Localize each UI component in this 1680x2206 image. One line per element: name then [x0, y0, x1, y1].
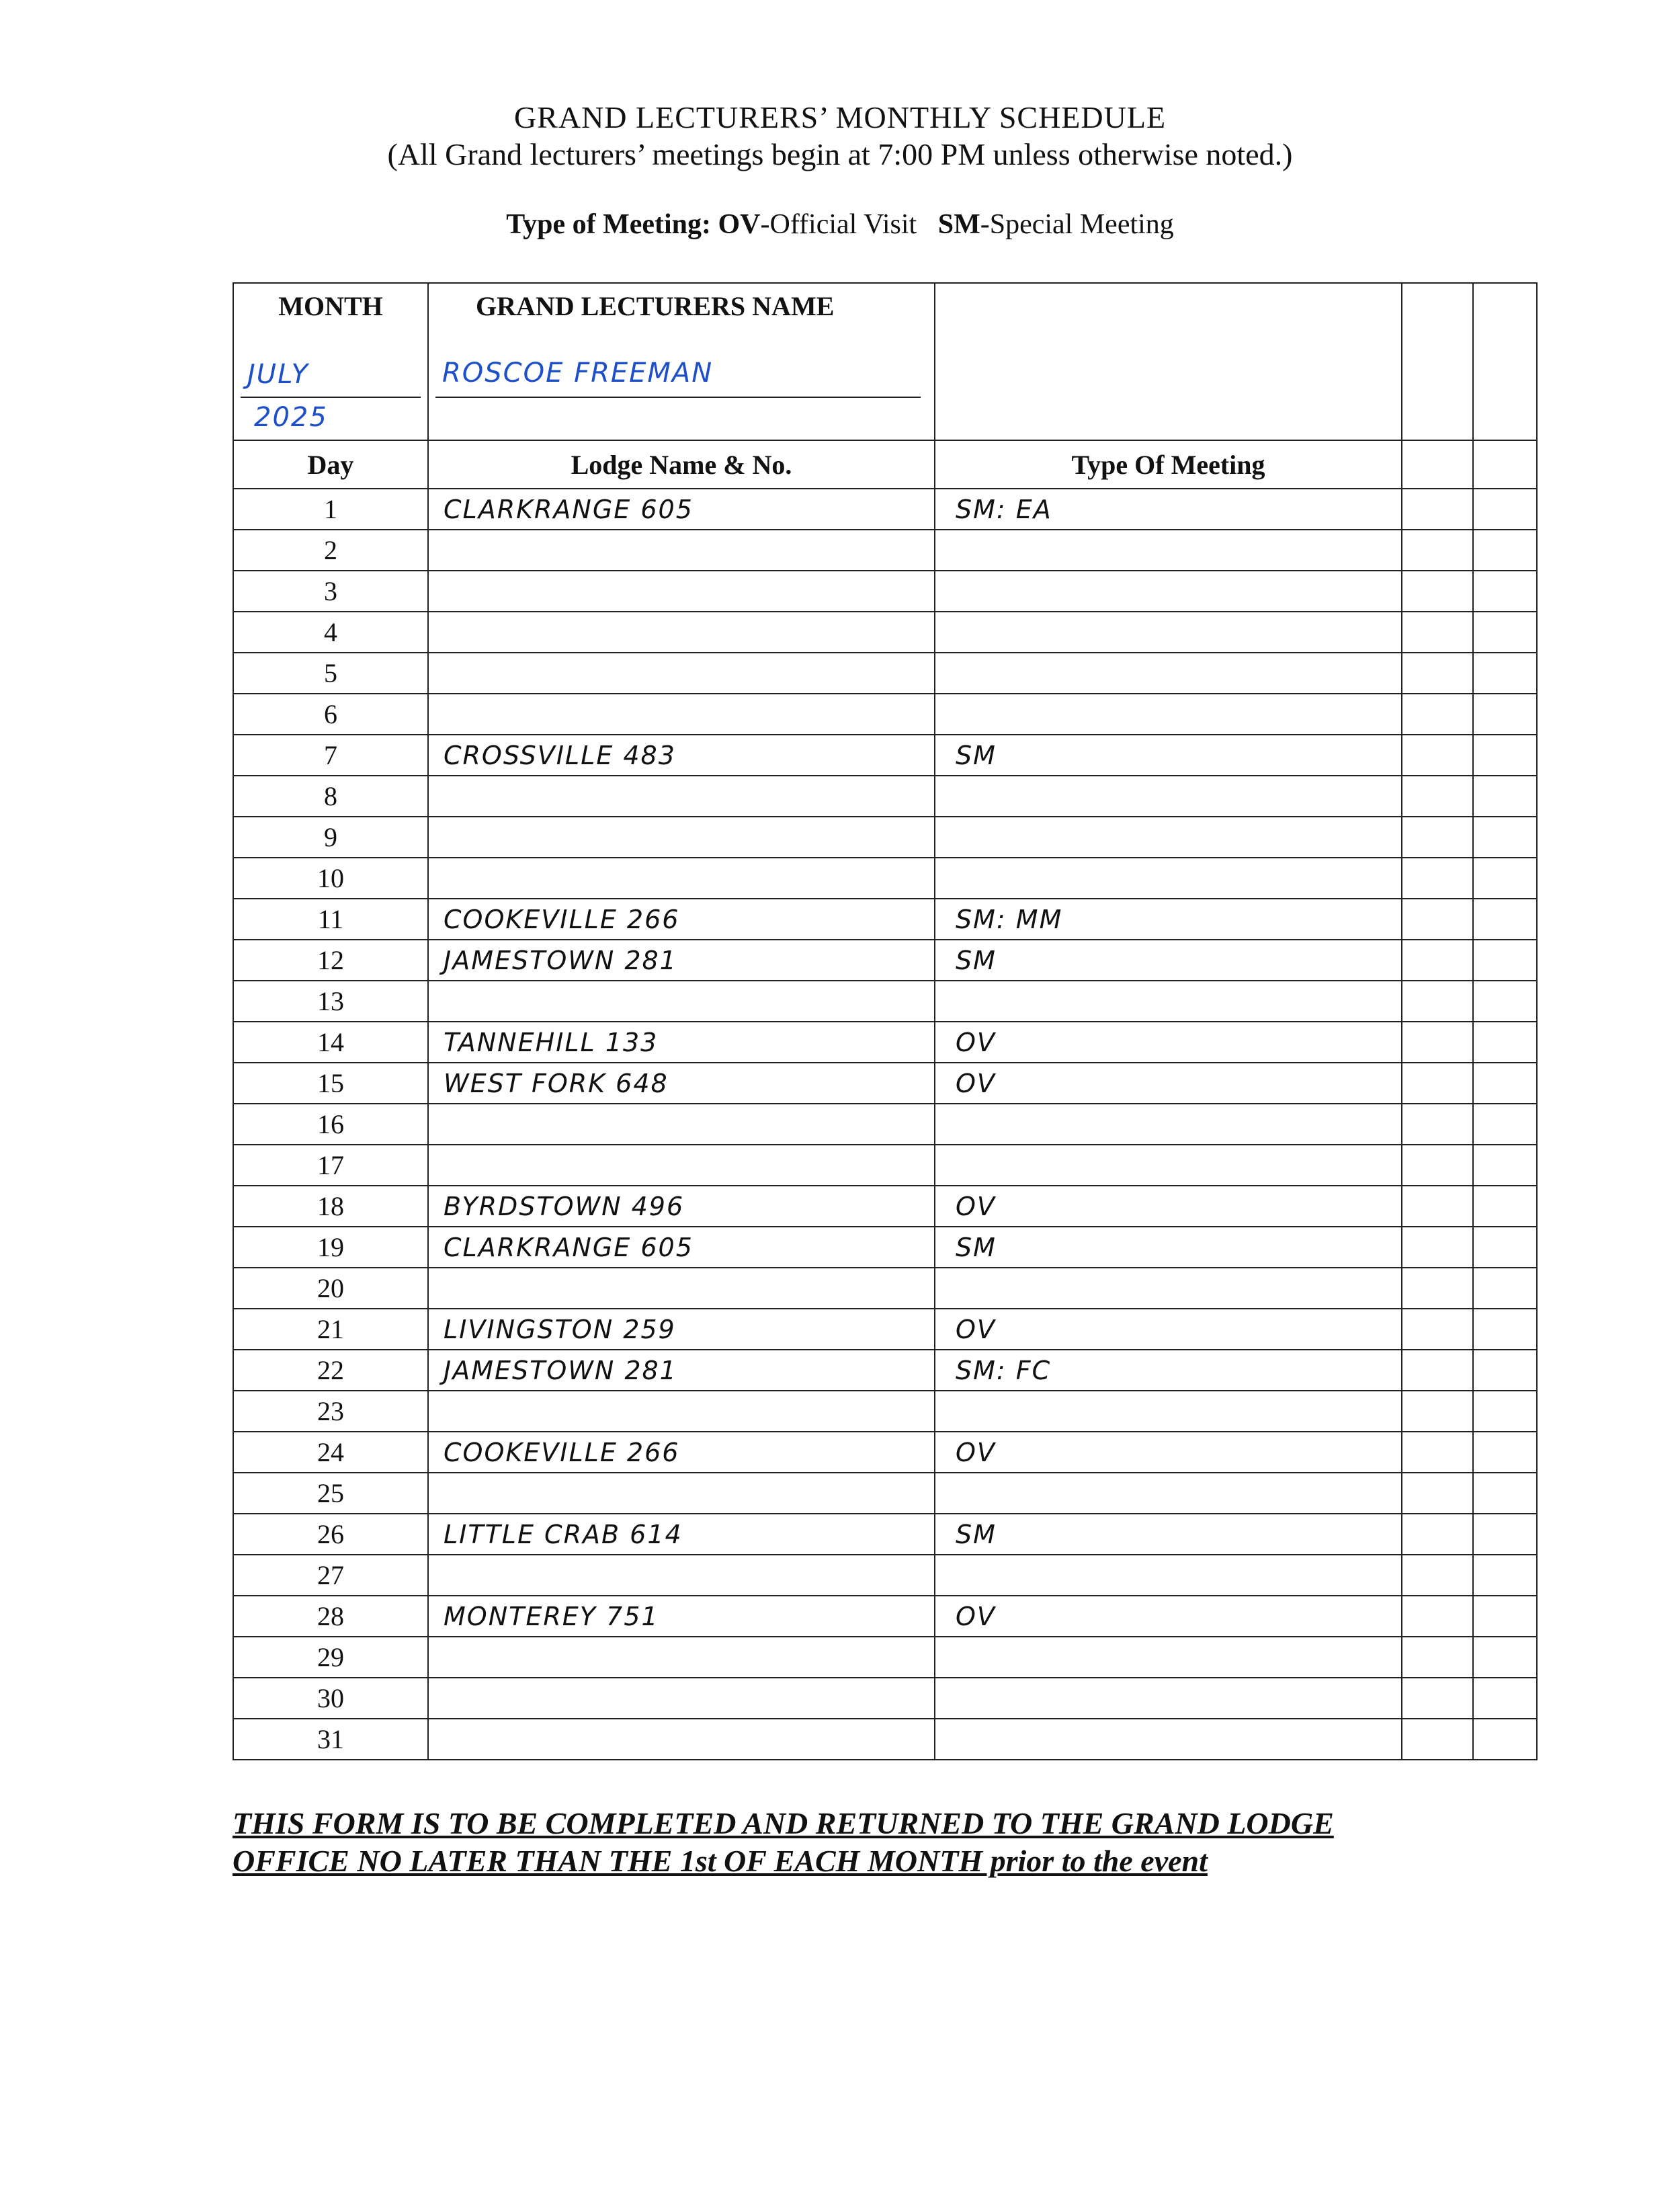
table-row [233, 1227, 1537, 1268]
day-number: 31 [233, 1719, 428, 1760]
extra-column-cell [1473, 1268, 1537, 1309]
table-row [233, 1514, 1537, 1555]
extra-column-cell [1402, 858, 1473, 899]
name-cell [428, 283, 935, 440]
extra-column-cell [1402, 571, 1473, 612]
lodge-entry[interactable]: COOKEVILLE 266 [428, 899, 935, 940]
meeting-type-entry[interactable] [935, 653, 1402, 694]
day-number: 24 [233, 1432, 428, 1473]
meeting-type-entry[interactable] [935, 1391, 1402, 1432]
day-number: 23 [233, 1391, 428, 1432]
extra-column-cell [1473, 612, 1537, 653]
meeting-type-entry[interactable]: SM [935, 940, 1402, 981]
lodge-entry[interactable] [428, 1145, 935, 1186]
table-row [233, 1555, 1537, 1596]
lodge-entry[interactable] [428, 1555, 935, 1596]
meeting-type-entry[interactable]: SM: EA [935, 489, 1402, 530]
meeting-type-entry[interactable] [935, 571, 1402, 612]
lodge-entry[interactable]: CLARKRANGE 605 [428, 1227, 935, 1268]
legend-ov-text: -Official Visit [760, 209, 917, 240]
extra-column-cell [1473, 440, 1537, 489]
lodge-entry[interactable]: JAMESTOWN 281 [428, 940, 935, 981]
extra-column-cell [1402, 940, 1473, 981]
lodge-entry[interactable] [428, 1391, 935, 1432]
form-title: GRAND LECTURERS’ MONTHLY SCHEDULE [513, 100, 1167, 134]
extra-column-cell [1402, 1596, 1473, 1637]
meeting-type-entry[interactable]: SM [935, 735, 1402, 776]
extra-column-cell [1402, 817, 1473, 858]
extra-column-cell [1402, 440, 1473, 489]
extra-column-cell [1473, 1309, 1537, 1350]
meeting-type-entry[interactable] [935, 1637, 1402, 1678]
day-number: 28 [233, 1596, 428, 1637]
name-label: GRAND LECTURERS NAME [476, 291, 835, 321]
schedule-table [233, 282, 1538, 1760]
meeting-type-entry[interactable] [935, 1678, 1402, 1719]
column-header-row [233, 440, 1537, 489]
lodge-entry[interactable] [428, 612, 935, 653]
lodge-entry[interactable]: JAMESTOWN 281 [428, 1350, 935, 1391]
lodge-entry[interactable]: LIVINGSTON 259 [428, 1309, 935, 1350]
type-column-header: Type Of Meeting [935, 440, 1402, 489]
day-number: 2 [233, 530, 428, 571]
extra-column-cell [1402, 1309, 1473, 1350]
meeting-type-legend [0, 208, 1680, 241]
day-rows [233, 489, 1537, 1760]
meeting-type-entry[interactable]: SM [935, 1514, 1402, 1555]
table-row [233, 489, 1537, 530]
table-row [233, 899, 1537, 940]
extra-column-cell [1402, 1063, 1473, 1104]
table-row [233, 981, 1537, 1022]
extra-column-cell [1473, 653, 1537, 694]
lodge-entry[interactable]: TANNEHILL 133 [428, 1022, 935, 1063]
day-number: 12 [233, 940, 428, 981]
lodge-entry[interactable] [428, 858, 935, 899]
footer-instruction-line-2: OFFICE NO LATER THAN THE 1st OF EACH MONTH prior to the event [233, 1844, 1208, 1878]
meeting-type-entry[interactable]: OV [935, 1596, 1402, 1637]
legend-sm-code: SM [937, 209, 980, 240]
extra-column-cell [1473, 1637, 1537, 1678]
extra-column-cell [1473, 1022, 1537, 1063]
table-row [233, 1309, 1537, 1350]
extra-column-cell [1402, 1432, 1473, 1473]
lodge-entry[interactable] [428, 530, 935, 571]
day-number: 4 [233, 612, 428, 653]
day-number: 26 [233, 1514, 428, 1555]
lodge-entry[interactable] [428, 1637, 935, 1678]
month-label: MONTH [278, 291, 383, 321]
footer-instruction-line-1: THIS FORM IS TO BE COMPLETED AND RETURNED TO THE GRAND LODGE [233, 1806, 1334, 1840]
name-underline [435, 397, 921, 398]
lodge-entry[interactable]: BYRDSTOWN 496 [428, 1186, 935, 1227]
extra-column-cell [1402, 489, 1473, 530]
table-row [233, 817, 1537, 858]
meeting-type-entry[interactable] [935, 776, 1402, 817]
meeting-type-entry[interactable]: OV [935, 1063, 1402, 1104]
table-row [233, 1350, 1537, 1391]
day-number: 16 [233, 1104, 428, 1145]
lodge-entry[interactable] [428, 776, 935, 817]
lodge-entry[interactable] [428, 1719, 935, 1760]
meeting-type-entry[interactable] [935, 530, 1402, 571]
lodge-entry[interactable]: LITTLE CRAB 614 [428, 1514, 935, 1555]
meeting-type-entry[interactable] [935, 694, 1402, 735]
extra-column-cell [1473, 1555, 1537, 1596]
extra-column-cell [1473, 940, 1537, 981]
lodge-entry[interactable]: COOKEVILLE 266 [428, 1432, 935, 1473]
meeting-type-entry[interactable] [935, 981, 1402, 1022]
meeting-type-entry[interactable] [935, 1145, 1402, 1186]
extra-column-cell [1402, 612, 1473, 653]
lodge-entry[interactable] [428, 571, 935, 612]
extra-column-cell [1473, 1432, 1537, 1473]
legend-ov-code: OV [718, 209, 761, 240]
day-number: 30 [233, 1678, 428, 1719]
extra-column-cell [1473, 1104, 1537, 1145]
legend-label: Type of Meeting: [506, 209, 711, 240]
day-number: 27 [233, 1555, 428, 1596]
extra-column-cell [1473, 1514, 1537, 1555]
table-row [233, 1678, 1537, 1719]
meeting-type-entry[interactable] [935, 1268, 1402, 1309]
meeting-type-entry[interactable] [935, 1719, 1402, 1760]
table-row [233, 940, 1537, 981]
extra-column-cell [1473, 735, 1537, 776]
day-number: 18 [233, 1186, 428, 1227]
header-block-row [233, 283, 1537, 440]
lodge-entry[interactable] [428, 694, 935, 735]
table-row [233, 694, 1537, 735]
extra-column-cell [1473, 1473, 1537, 1514]
table-row [233, 1022, 1537, 1063]
table-row [233, 1719, 1537, 1760]
extra-column-cell [1473, 694, 1537, 735]
extra-column-cell [1473, 1186, 1537, 1227]
table-row [233, 1268, 1537, 1309]
day-number: 22 [233, 1350, 428, 1391]
table-row [233, 1063, 1537, 1104]
day-number: 19 [233, 1227, 428, 1268]
lodge-entry[interactable] [428, 1104, 935, 1145]
extra-column-cell [1402, 1227, 1473, 1268]
extra-column-cell [1402, 283, 1473, 440]
lodge-column-header: Lodge Name & No. [428, 440, 935, 489]
extra-column-cell [1402, 694, 1473, 735]
meeting-type-entry[interactable] [935, 1104, 1402, 1145]
extra-column-cell [1402, 1555, 1473, 1596]
day-number: 1 [233, 489, 428, 530]
day-column-header: Day [233, 440, 428, 489]
extra-column-cell [1402, 735, 1473, 776]
table-row [233, 776, 1537, 817]
lodge-entry[interactable] [428, 1473, 935, 1514]
day-number: 11 [233, 899, 428, 940]
lecturer-name-value[interactable]: ROSCOE FREEMAN [442, 358, 714, 389]
lodge-entry[interactable] [428, 1678, 935, 1719]
extra-column-cell [1402, 1391, 1473, 1432]
extra-column-cell [1402, 776, 1473, 817]
table-row [233, 858, 1537, 899]
day-number: 15 [233, 1063, 428, 1104]
extra-column-cell [1402, 981, 1473, 1022]
month-underline [241, 397, 421, 398]
meeting-type-entry[interactable] [935, 1473, 1402, 1514]
extra-column-cell [1402, 1719, 1473, 1760]
day-number: 6 [233, 694, 428, 735]
extra-column-cell [1402, 1473, 1473, 1514]
table-row [233, 1186, 1537, 1227]
year-value[interactable]: 2025 [254, 402, 328, 433]
extra-column-cell [1473, 1063, 1537, 1104]
extra-column-cell [1402, 1678, 1473, 1719]
extra-column-cell [1473, 858, 1537, 899]
extra-column-cell [1402, 899, 1473, 940]
table-row [233, 1596, 1537, 1637]
meeting-type-entry[interactable]: SM: FC [935, 1350, 1402, 1391]
extra-column-cell [1473, 571, 1537, 612]
meeting-type-entry[interactable] [935, 817, 1402, 858]
extra-column-cell [1402, 1350, 1473, 1391]
day-number: 8 [233, 776, 428, 817]
table-row [233, 1473, 1537, 1514]
extra-column-cell [1473, 1350, 1537, 1391]
form-subtitle: (All Grand lecturers’ meetings begin at 7:00 PM unless otherwise noted.) [387, 137, 1293, 171]
meeting-type-entry[interactable]: SM [935, 1227, 1402, 1268]
extra-column-cell [1473, 1678, 1537, 1719]
extra-column-cell [1402, 1514, 1473, 1555]
table-row [233, 571, 1537, 612]
extra-column-cell [1402, 1637, 1473, 1678]
extra-column-cell [1402, 1145, 1473, 1186]
meeting-type-entry[interactable]: OV [935, 1022, 1402, 1063]
extra-column-cell [1473, 489, 1537, 530]
table-row [233, 530, 1537, 571]
day-number: 5 [233, 653, 428, 694]
extra-column-cell [1473, 899, 1537, 940]
day-number: 29 [233, 1637, 428, 1678]
day-number: 14 [233, 1022, 428, 1063]
extra-column-cell [1402, 1186, 1473, 1227]
extra-column-cell [1473, 1227, 1537, 1268]
lodge-entry[interactable]: CLARKRANGE 605 [428, 489, 935, 530]
day-number: 17 [233, 1145, 428, 1186]
table-row [233, 1391, 1537, 1432]
extra-column-cell [1473, 776, 1537, 817]
day-number: 3 [233, 571, 428, 612]
month-cell [233, 283, 428, 440]
table-row [233, 1637, 1537, 1678]
lodge-entry[interactable] [428, 817, 935, 858]
meeting-type-entry[interactable] [935, 858, 1402, 899]
lodge-entry[interactable]: MONTEREY 751 [428, 1596, 935, 1637]
meeting-type-entry[interactable]: OV [935, 1186, 1402, 1227]
table-row [233, 612, 1537, 653]
extra-column-cell [1473, 530, 1537, 571]
extra-column-cell [1402, 530, 1473, 571]
day-number: 13 [233, 981, 428, 1022]
day-number: 10 [233, 858, 428, 899]
lodge-entry[interactable]: WEST FORK 648 [428, 1063, 935, 1104]
extra-column-cell [1402, 653, 1473, 694]
lodge-entry[interactable] [428, 653, 935, 694]
meeting-type-entry[interactable]: OV [935, 1432, 1402, 1473]
table-row [233, 653, 1537, 694]
table-row [233, 1104, 1537, 1145]
extra-column-cell [1473, 817, 1537, 858]
table-row [233, 1145, 1537, 1186]
extra-column-cell [1473, 1596, 1537, 1637]
extra-column-cell [1402, 1104, 1473, 1145]
extra-column-cell [1402, 1268, 1473, 1309]
meeting-type-entry[interactable] [935, 1555, 1402, 1596]
lodge-entry[interactable]: CROSSVILLE 483 [428, 735, 935, 776]
meeting-type-entry[interactable]: SM: MM [935, 899, 1402, 940]
day-number: 7 [233, 735, 428, 776]
table-row [233, 735, 1537, 776]
meeting-type-entry[interactable] [935, 612, 1402, 653]
extra-column-cell [1473, 1145, 1537, 1186]
legend-sm-text: -Special Meeting [980, 209, 1174, 240]
blank-header-cell [935, 283, 1402, 440]
day-number: 21 [233, 1309, 428, 1350]
extra-column-cell [1402, 1022, 1473, 1063]
extra-column-cell [1473, 283, 1537, 440]
day-number: 9 [233, 817, 428, 858]
extra-column-cell [1473, 1391, 1537, 1432]
lodge-entry[interactable] [428, 1268, 935, 1309]
day-number: 25 [233, 1473, 428, 1514]
table-row [233, 1432, 1537, 1473]
meeting-type-entry[interactable]: OV [935, 1309, 1402, 1350]
extra-column-cell [1473, 1719, 1537, 1760]
lodge-entry[interactable] [428, 981, 935, 1022]
month-value[interactable]: JULY [247, 359, 309, 390]
day-number: 20 [233, 1268, 428, 1309]
extra-column-cell [1473, 981, 1537, 1022]
